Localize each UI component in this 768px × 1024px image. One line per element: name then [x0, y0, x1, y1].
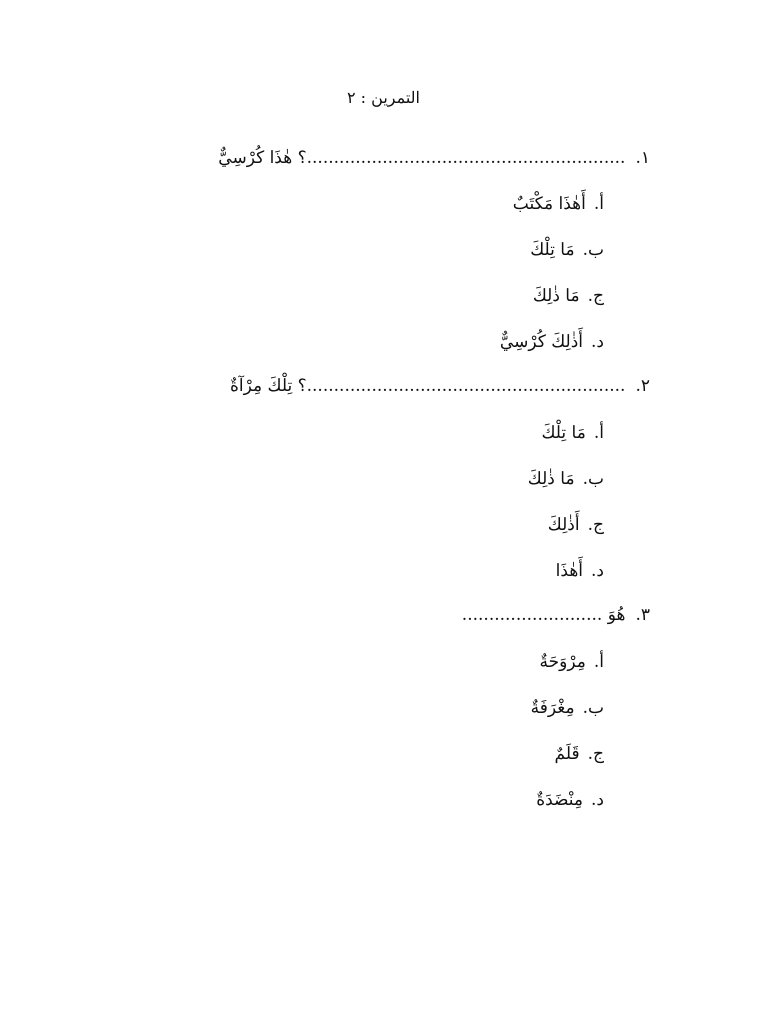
- option-text: أَذٰلِكَ كُرْسِيٌّ: [499, 332, 584, 352]
- option-text: أَهٰذَا: [555, 561, 584, 581]
- option-letter: ب.: [582, 698, 604, 718]
- option-letter: أ.: [593, 652, 604, 672]
- question-number: ٣.: [635, 605, 650, 625]
- question-3: [462, 605, 650, 625]
- option-text: مَا ذٰلِكَ: [532, 286, 580, 306]
- option-letter: د.: [591, 332, 604, 352]
- option-letter: ب.: [582, 469, 604, 489]
- option-letter: د.: [591, 561, 604, 581]
- option-text: قَلَمٌ: [554, 744, 580, 764]
- option-letter: أ.: [593, 194, 604, 214]
- option-text: مَا تِلْكَ: [541, 423, 586, 443]
- option-3-b: [531, 698, 604, 718]
- option-letter: ج.: [587, 515, 604, 535]
- question-2: [230, 376, 650, 396]
- option-2-b: [528, 469, 604, 489]
- option-text: أَذٰلِكَ: [547, 515, 580, 535]
- option-letter: د.: [591, 790, 604, 810]
- option-text: مِرْوَحَةٌ: [539, 652, 586, 672]
- option-letter: ب.: [582, 240, 604, 260]
- option-letter: ج.: [587, 744, 604, 764]
- option-letter: ج.: [587, 286, 604, 306]
- option-2-a: [541, 423, 604, 443]
- option-text: مِغْرَفَةٌ: [530, 698, 575, 718]
- question-text: ...........................................................؟ هٰذَا كُرْسِيٌّ: [218, 148, 626, 168]
- question-text: هُوَ ..........................: [461, 605, 626, 625]
- question-1: [218, 148, 650, 168]
- option-1-c: [533, 286, 604, 306]
- option-3-c: [555, 744, 604, 764]
- option-2-c: [548, 515, 604, 535]
- exercise-title: التمرين : ٢: [346, 88, 420, 107]
- question-text: ...........................................................؟ تِلْكَ مِرْآةٌ: [229, 376, 626, 396]
- option-1-b: [530, 240, 604, 260]
- option-text: مِنْضَدَةٌ: [536, 790, 584, 810]
- question-number: ١.: [635, 148, 650, 168]
- option-text: أَهٰذَا مَكْتَبٌ: [512, 194, 586, 214]
- option-3-a: [540, 652, 604, 672]
- option-2-d: [556, 561, 604, 581]
- option-1-d: [500, 332, 604, 352]
- option-letter: أ.: [593, 423, 604, 443]
- question-number: ٢.: [635, 376, 650, 396]
- option-text: مَا ذٰلِكَ: [527, 469, 575, 489]
- option-text: مَا تِلْكَ: [530, 240, 575, 260]
- option-3-d: [536, 790, 604, 810]
- option-1-a: [513, 194, 604, 214]
